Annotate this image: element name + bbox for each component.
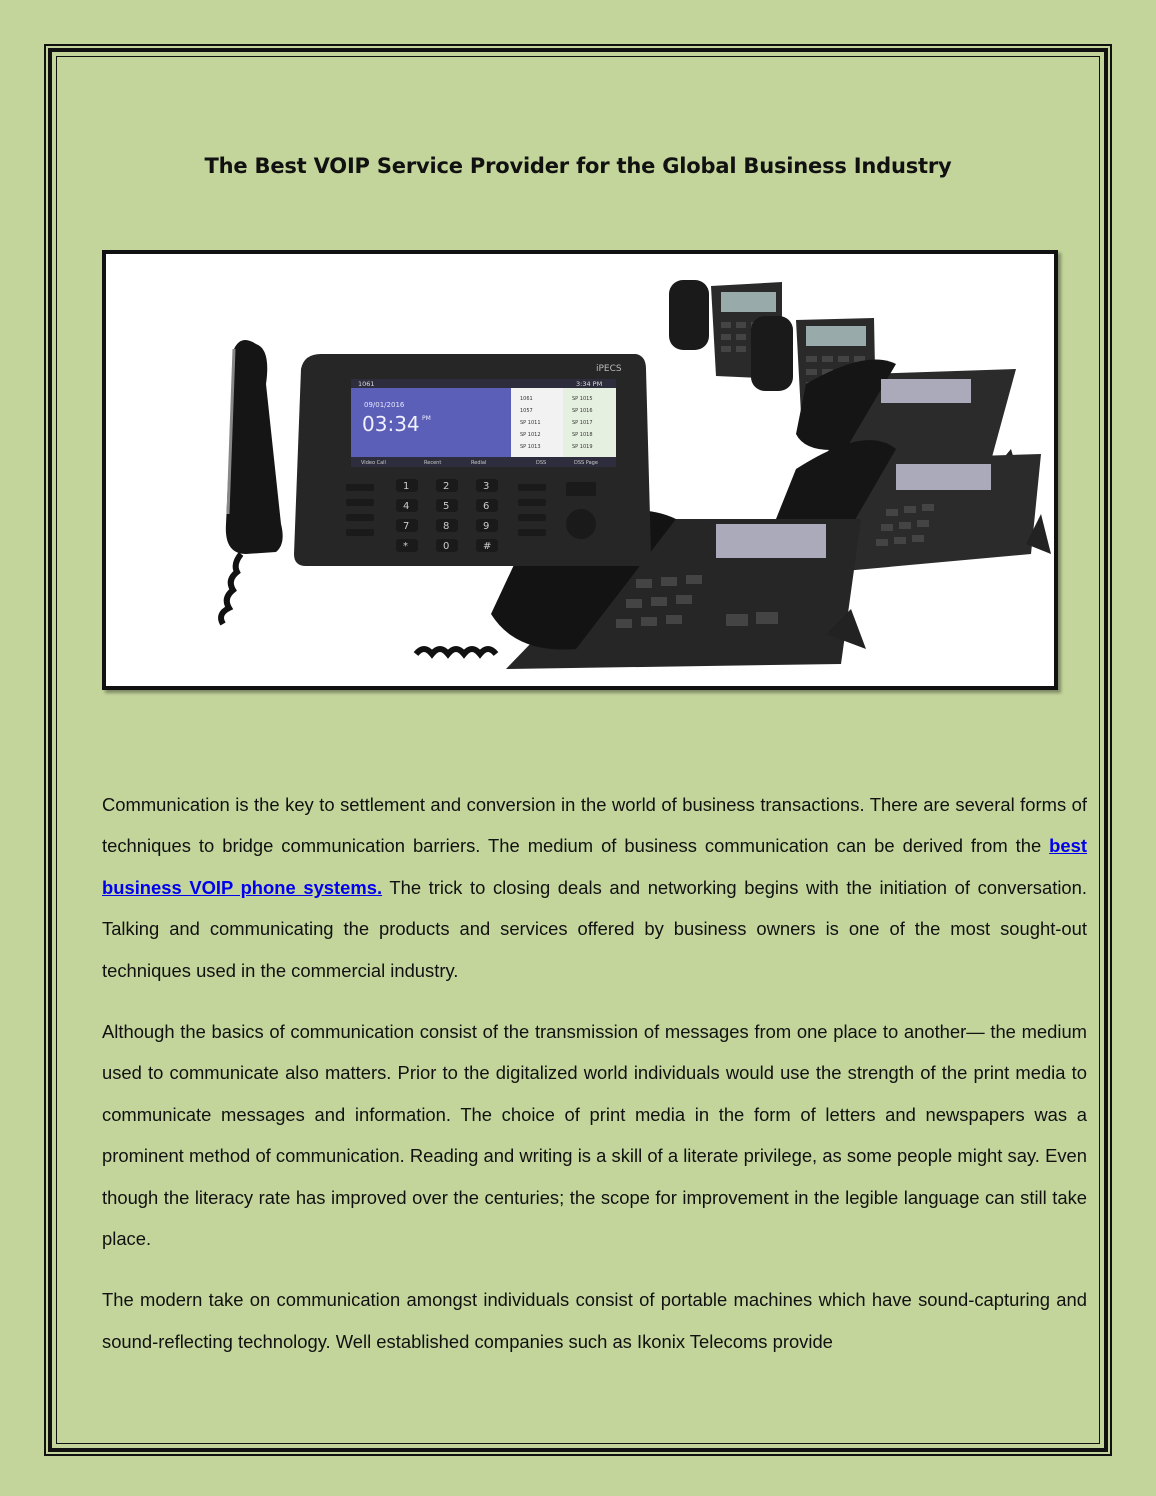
screen-date: 09/01/2016 [364, 401, 405, 409]
screen-clock: 03:34 [362, 412, 420, 436]
dss-left-2: 1057 [520, 408, 533, 414]
dss-right-4: SP 1018 [572, 432, 593, 438]
status-time: 3:34 PM [576, 380, 603, 388]
key-8: 8 [443, 521, 450, 532]
softkey-dss-page: DSS Page [574, 460, 598, 466]
paragraph-2: Although the basics of communication consist of the transmission of messages from one place to another— the medium used to communicate also matters. Prior to the digitalized world individuals would use the strength of the print media to communicate messages and information. The choice of print media in the form of letters and newspapers was a prominent method of communication. Reading and writing is a skill of a literate privilege, as some people might say. Even though the literacy rate has improved over the centuries; the scope for improvement in the legible language can still take place. [102, 1021, 1087, 1250]
dss-left-1: 1061 [520, 396, 533, 402]
article-body [102, 784, 1087, 1382]
dss-right-3: SP 1017 [572, 420, 593, 426]
softkey-redial: Redial [471, 460, 487, 466]
key-1: 1 [403, 481, 410, 492]
dss-right-2: SP 1016 [572, 408, 593, 414]
phones-photo [102, 250, 1058, 690]
key-4: 4 [403, 501, 410, 512]
key-7: 7 [403, 521, 410, 532]
softkey-dss: DSS [536, 460, 547, 466]
key-5: 5 [443, 501, 450, 512]
voip-phones-illustration [106, 254, 1054, 686]
paragraph-1: Communication is the key to settlement and conversion in the world of business transactions. There are several forms of techniques to bridge communication barriers. The medium of business communication can be derived from the best business VOIP phone systems. The trick to closing deals and networking begins with the initiation of conversation. Talking and communicating the products and services offered by business owners is one of the most sought-out techniques used in the commercial industry. [102, 794, 1087, 981]
dss-right-5: SP 1019 [572, 444, 593, 450]
paragraph-3: The modern take on communication amongst individuals consist of portable machines which have sound-capturing and sound-reflecting technology. Well established companies such as Ikonix Telecoms provide [102, 1289, 1087, 1352]
brand-label: iPECS [596, 364, 622, 374]
softkey-video-call: Video Call [361, 460, 386, 466]
key-2: 2 [443, 481, 450, 492]
dss-right-1: SP 1015 [572, 396, 593, 402]
document-title: The Best VOIP Service Provider for the Global Business Industry [204, 154, 952, 179]
key-3: 3 [483, 481, 490, 492]
key-9: 9 [483, 521, 490, 532]
status-ext: 1061 [358, 380, 375, 388]
voip-systems-link[interactable]: best business VOIP phone systems. [102, 835, 1087, 898]
key-star: * [403, 541, 408, 552]
softkey-recent: Recent [424, 460, 442, 466]
screen-clock-suffix: PM [422, 415, 431, 422]
key-6: 6 [483, 501, 490, 512]
dss-left-4: SP 1012 [520, 432, 541, 438]
dss-left-5: SP 1013 [520, 444, 541, 450]
dss-left-3: SP 1011 [520, 420, 541, 426]
key-hash: # [483, 541, 492, 552]
key-0: 0 [443, 541, 450, 552]
